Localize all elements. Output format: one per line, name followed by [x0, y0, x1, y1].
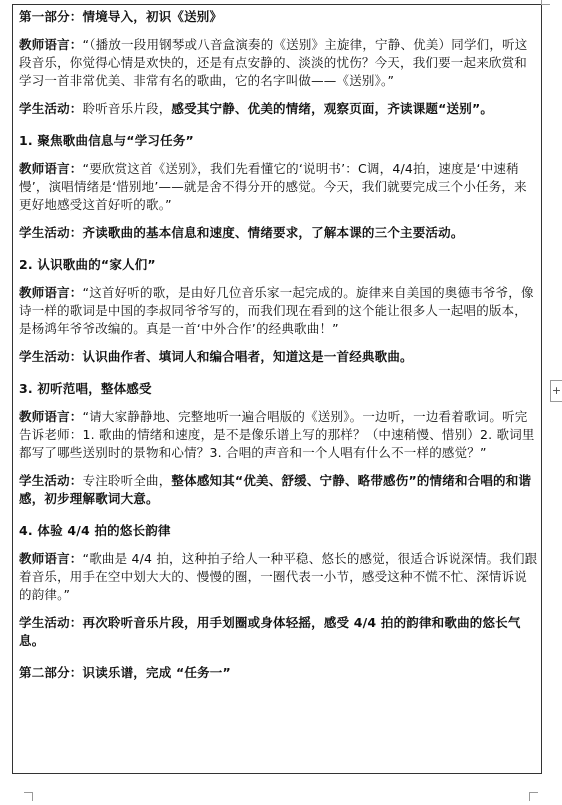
teacher-text: “歌曲是 4/4 拍，这种拍子给人一种平稳、悠长的感觉，很适合诉说深情。我们跟着音乐，用手在空中划大大的、慢慢的圈，一圈代表一小节，感受这种不慌不忙、深情诉说的韵律。” [19, 551, 538, 602]
page-corner-mark [529, 792, 538, 801]
student-label: 学生活动： [19, 349, 83, 364]
teacher-text: “（播放一段用钢琴或八音盒演奏的《送别》主旋律，宁静、优美）同学们，听这段音乐，你觉得心情是欢快的，还是有点安静的、淡淡的忧伤？今天，我们要一起来欣赏和学习一首非常优美、非常有名的歌曲，它的名字叫做——《送别》。” [19, 37, 528, 88]
teacher-label: 教师语言： [19, 161, 83, 176]
teacher-label: 教师语言： [19, 551, 83, 566]
student-text: 认识曲作者、填词人和编合唱者，知道这是一首经典歌曲。 [82, 349, 413, 364]
h4-student-paragraph [19, 614, 539, 650]
h4-teacher-paragraph [19, 550, 539, 604]
student-label: 学生活动： [19, 473, 83, 488]
student-text: 聆听音乐片段， [82, 101, 172, 116]
h3-teacher-paragraph [19, 408, 539, 462]
student-text: 专注聆听全曲， [82, 473, 172, 488]
heading-2: 2. 认识歌曲的“家人们” [19, 257, 156, 272]
student-label: 学生活动： [19, 615, 83, 630]
student-label: 学生活动： [19, 101, 83, 116]
h1-student-paragraph [19, 224, 539, 242]
h2-student-paragraph [19, 348, 539, 366]
heading-3: 3. 初听范唱，整体感受 [19, 381, 152, 396]
part1-student-paragraph [19, 100, 539, 118]
student-text: 齐读歌曲的基本信息和速度、情绪要求，了解本课的三个主要活动。 [82, 225, 464, 240]
heading-1: 1. 聚焦歌曲信息与“学习任务” [19, 133, 194, 148]
teacher-label: 教师语言： [19, 409, 83, 424]
heading-4: 4. 体验 4/4 拍的悠长韵律 [19, 523, 171, 538]
h3-student-paragraph [19, 472, 539, 508]
part1-teacher-paragraph [19, 36, 539, 90]
expand-panel-button[interactable] [550, 380, 562, 402]
student-text-bold: 整体感知其“优美、舒缓、宁静、略带感伤”的情绪和合唱的和谐感，初步理解歌词大意。 [19, 473, 532, 506]
h2-teacher-paragraph [19, 284, 539, 338]
document-body [19, 8, 539, 682]
page-corner-mark [24, 792, 33, 801]
part1-title: 第一部分：情境导入，初识《送别》 [19, 9, 223, 24]
teacher-text: “要欣赏这首《送别》，我们先看懂它的‘说明书’：C调，4/4拍，速度是‘中速稍慢’，演唱情绪是‘惜别地’——就是舍不得分开的感觉。今天，我们就要完成三个小任务，来更好地感受这首好听的歌。” [19, 161, 527, 212]
student-text: 再次聆听音乐片段，用手划圈或身体轻摇，感受 4/4 拍的韵律和歌曲的悠长气息。 [19, 615, 521, 648]
page-corner-mark [541, 0, 550, 5]
teacher-text: “请大家静静地、完整地听一遍合唱版的《送别》。一边听，一边看着歌词。听完告诉老师：1. 歌曲的情绪和速度，是不是像乐谱上写的那样？（中速稍慢、惜别）2. 歌词里都写了哪些送别时的景物和心情？3. 合唱的声音和一个人唱有什么不一样的感觉？” [19, 409, 535, 460]
h1-teacher-paragraph [19, 160, 539, 214]
teacher-text: “这首好听的歌，是由好几位音乐家一起完成的。旋律来自美国的奥德韦爷爷，像诗一样的歌词是中国的李叔同爷爷写的，而我们现在看到的这个能让很多人一起唱的版本，是杨鸿年爷爷改编的。真是一首‘中外合作’的经典歌曲！” [19, 285, 534, 336]
plus-icon: + [551, 384, 562, 397]
teacher-label: 教师语言： [19, 37, 83, 52]
teacher-label: 教师语言： [19, 285, 83, 300]
part2-title: 第二部分：识读乐谱，完成 “任务一” [19, 665, 231, 680]
student-label: 学生活动： [19, 225, 83, 240]
student-text-bold: 感受其宁静、优美的情绪，观察页面，齐读课题“送别”。 [171, 101, 494, 116]
